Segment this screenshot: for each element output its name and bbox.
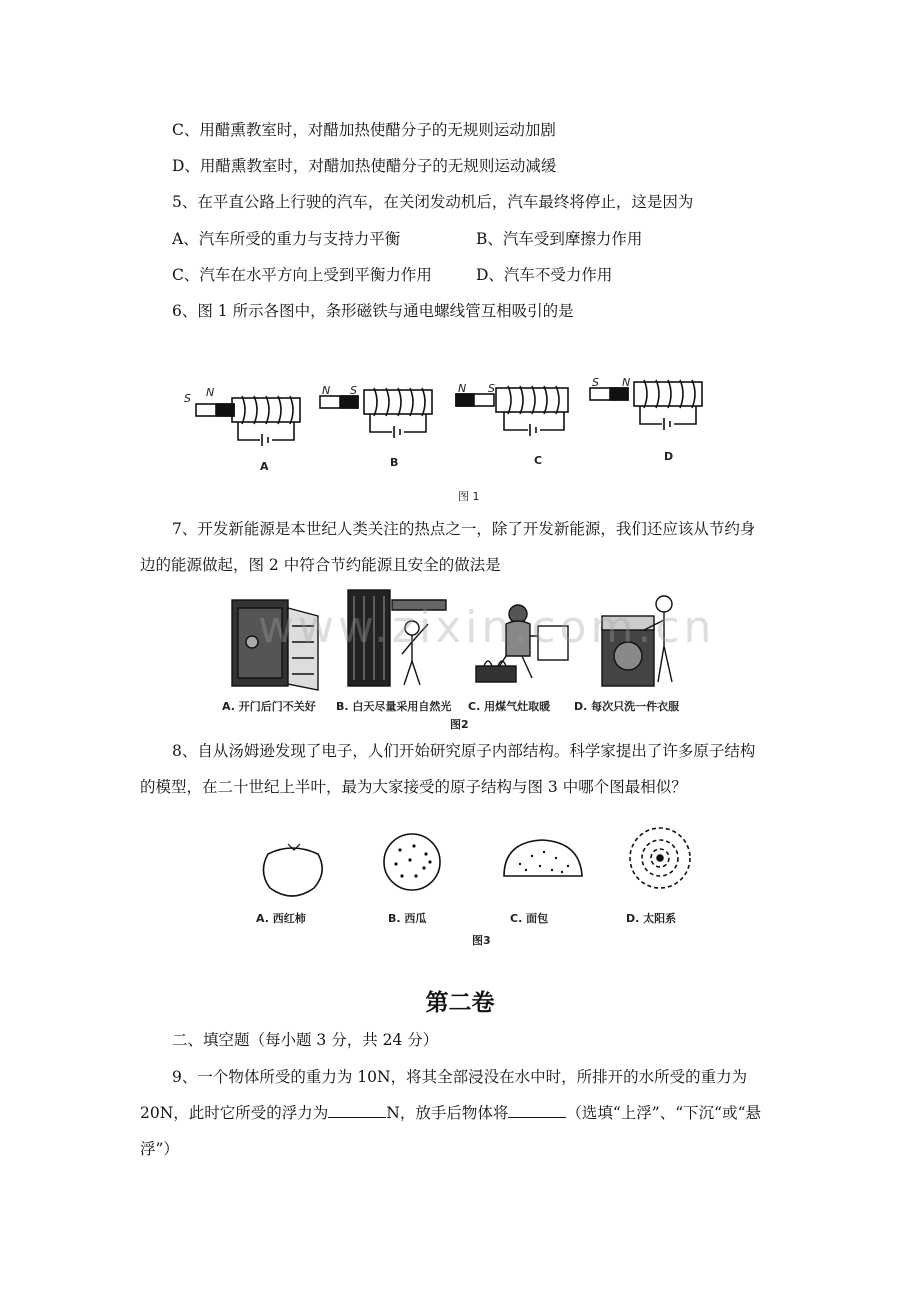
q8-stem-line1: 8、自从汤姆逊发现了电子，人们开始研究原子内部结构。科学家提出了许多原子结构 <box>172 742 756 760</box>
figure-1 <box>176 368 736 508</box>
figure-3 <box>250 826 710 952</box>
q9-text-c: （选填“上浮”、“下沉“或“悬 <box>566 1104 761 1122</box>
part-2-heading: 二、填空题（每小题 3 分，共 24 分） <box>172 1031 439 1049</box>
q9-text-a: 20N，此时它所受的浮力为 <box>140 1104 329 1122</box>
q9-text-b: N，放手后物体将 <box>386 1104 509 1122</box>
fig2-item-d: D. 每次只洗一件衣服 <box>574 700 680 713</box>
fig1-d-left-pole: S <box>592 376 599 389</box>
fig3-caption: 图3 <box>472 934 491 947</box>
fig1-d-right-pole: N <box>622 376 631 389</box>
fig2-item-b: B. 白天尽量采用自然光 <box>336 700 452 713</box>
section-title: 第二卷 <box>425 990 495 1016</box>
fig1-a-right-pole: N <box>206 386 215 399</box>
fig1-panel-a <box>196 396 300 446</box>
q4-option-d: D、用醋熏教室时，对醋加热使醋分子的无规则运动减缓 <box>172 157 557 175</box>
q5-option-c: C、汽车在水平方向上受到平衡力作用 <box>172 266 432 284</box>
fig1-panel-c <box>456 386 568 436</box>
fig1-label-c: C <box>534 454 543 467</box>
fig1-b-right-pole: S <box>350 384 357 397</box>
q9-stem-line2 <box>140 1103 761 1123</box>
q8-stem-line2: 的模型，在二十世纪上半叶，最为大家接受的原子结构与图 3 中哪个图最相似？ <box>140 778 687 796</box>
fig1-panel-b <box>320 388 432 438</box>
fig1-panel-d <box>590 380 702 430</box>
figure-1-drawing <box>176 368 736 508</box>
fig1-label-b: B <box>390 456 399 469</box>
fig3-item-b: B. 西瓜 <box>388 912 427 925</box>
fig1-a-left-pole: S <box>184 392 191 405</box>
q9-stem-line3: 浮”） <box>140 1140 179 1158</box>
fig3-bread <box>504 840 582 876</box>
q9-stem-line1: 9、一个物体所受的重力为 10N，将其全部浸没在水中时，所排开的水所受的重力为 <box>172 1068 748 1086</box>
fig2-caption: 图2 <box>450 718 469 731</box>
fig1-b-left-pole: N <box>322 384 331 397</box>
q6-stem: 6、图 1 所示各图中，条形磁铁与通电螺线管互相吸引的是 <box>172 302 574 320</box>
q5-option-b: B、汽车受到摩擦力作用 <box>476 230 643 248</box>
watermark: www.zixin.com.cn <box>258 602 716 653</box>
fig3-item-a: A. 西红柿 <box>256 912 306 925</box>
q5-option-d: D、汽车不受力作用 <box>476 266 613 284</box>
fig1-c-left-pole: N <box>458 382 467 395</box>
fig1-c-right-pole: S <box>488 382 495 395</box>
q9-blank-1[interactable] <box>328 1103 386 1118</box>
fig3-item-d: D. 太阳系 <box>626 912 677 925</box>
q4-option-c: C、用醋熏教室时，对醋加热使醋分子的无规则运动加剧 <box>172 121 556 139</box>
q7-stem-line2: 边的能源做起，图 2 中符合节约能源且安全的做法是 <box>140 556 501 574</box>
fig1-label-a: A <box>260 460 269 473</box>
fig3-item-c: C. 面包 <box>510 912 549 925</box>
q9-blank-2[interactable] <box>508 1103 566 1118</box>
fig1-caption: 图 1 <box>458 490 480 503</box>
q5-option-a: A、汽车所受的重力与支持力平衡 <box>172 230 401 248</box>
fig3-watermelon <box>384 834 440 890</box>
q5-stem: 5、在平直公路上行驶的汽车，在关闭发动机后，汽车最终将停止，这是因为 <box>172 193 694 211</box>
figure-3-drawing <box>250 826 710 906</box>
fig1-label-d: D <box>664 450 674 463</box>
q7-stem-line1: 7、开发新能源是本世纪人类关注的热点之一，除了开发新能源，我们还应该从节约身 <box>172 520 756 538</box>
figure-2 <box>222 586 716 732</box>
fig2-item-c: C. 用煤气灶取暖 <box>468 700 551 713</box>
fig3-tomato <box>263 848 322 896</box>
fig2-item-a: A. 开门后门不关好 <box>222 700 316 713</box>
